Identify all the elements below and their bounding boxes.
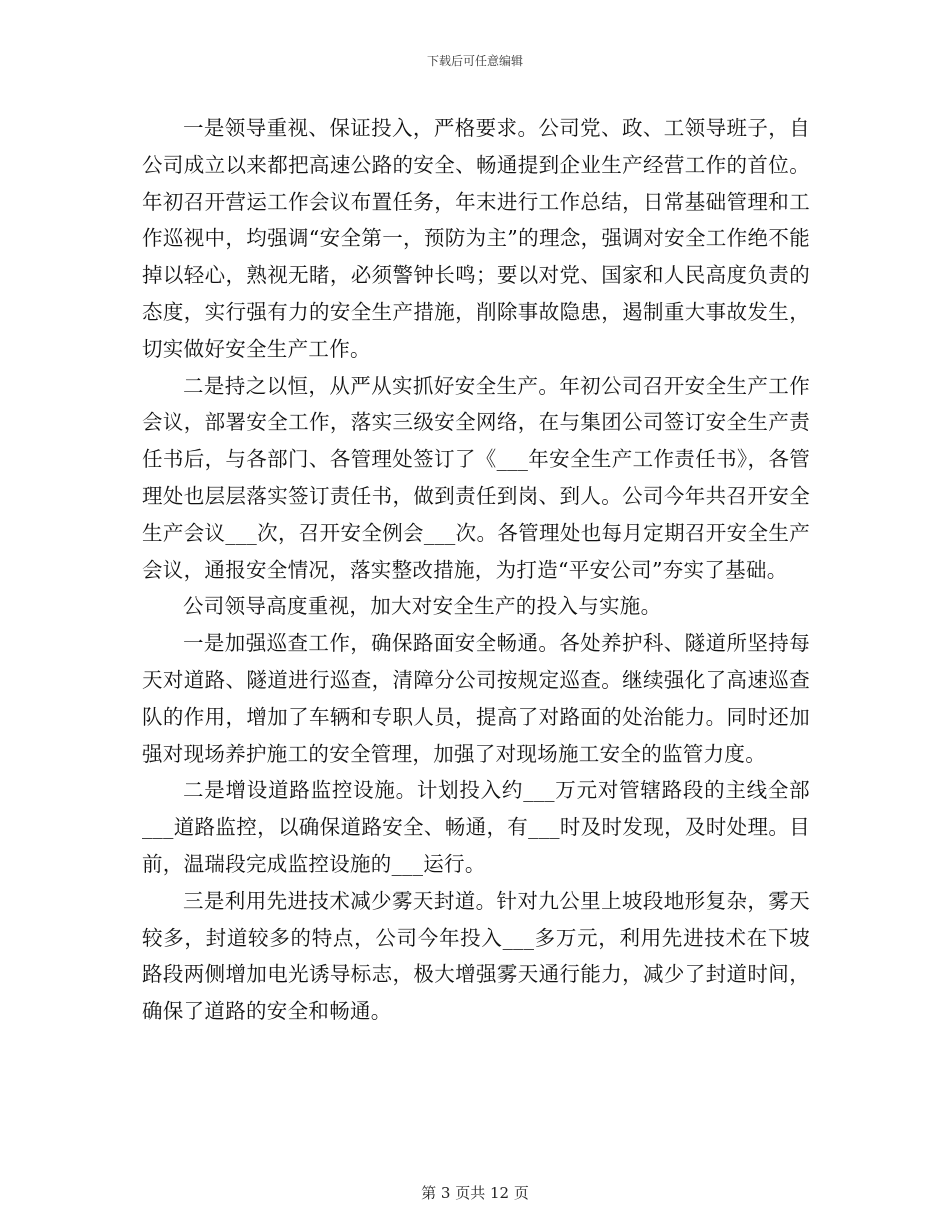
- document-body: [142, 110, 810, 1030]
- paragraph-5: 二是增设道路监控设施。计划投入约___万元对管辖路段的主线全部___道路监控，以确保道路安全、畅通，有___时及时发现，及时处理。目前，温瑞段完成监控设施的___运行。: [142, 778, 810, 876]
- paragraph-1: 一是领导重视、保证投入，严格要求。公司党、政、工领导班子，自公司成立以来都把高速公路的安全、畅通提到企业生产经营工作的首位。年初召开营运工作会议布置任务，年末进行工作总结，日常基础管理和工作巡视中，均强调“安全第一，预防为主”的理念，强调对安全工作绝不能掉以轻心，熟视无睹，必须警钟长鸣；要以对党、国家和人民高度负责的态度，实行强有力的安全生产措施，削除事故隐患，遏制重大事故发生，切实做好安全生产工作。: [142, 116, 810, 361]
- paragraph-6: 三是利用先进技术减少雾天封道。针对九公里上坡段地形复杂，雾天较多，封道较多的特点，公司今年投入___多万元，利用先进技术在下坡路段两侧增加电光诱导标志，极大增强雾天通行能力，减少了封道时间，确保了道路的安全和畅通。: [142, 888, 810, 1024]
- paragraph-4: 一是加强巡查工作，确保路面安全畅通。各处养护科、隧道所坚持每天对道路、隧道进行巡查，清障分公司按规定巡查。继续强化了高速巡查队的作用，增加了车辆和专职人员，提高了对路面的处治能力。同时还加强对现场养护施工的安全管理，加强了对现场施工安全的监管力度。: [142, 631, 810, 766]
- paragraph-2: 二是持之以恒，从严从实抓好安全生产。年初公司召开安全生产工作会议，部署安全工作，落实三级安全网络，在与集团公司签订安全生产责任书后，与各部门、各管理处签订了《___年安全生产工作责任书》，各管理处也层层落实签订责任书，做到责任到岗、到人。公司今年共召开安全生产会议___次，召开安全例会___次。各管理处也每月定期召开安全生产会议，通报安全情况，落实整改措施，为打造“平安公司”夯实了基础。: [142, 373, 810, 582]
- page-footer: 第 3 页共 12 页: [421, 1184, 529, 1202]
- paragraph-3: 公司领导高度重视，加大对安全生产的投入与实施。: [183, 594, 662, 619]
- page-header: 下载后可任意编辑: [426, 54, 523, 68]
